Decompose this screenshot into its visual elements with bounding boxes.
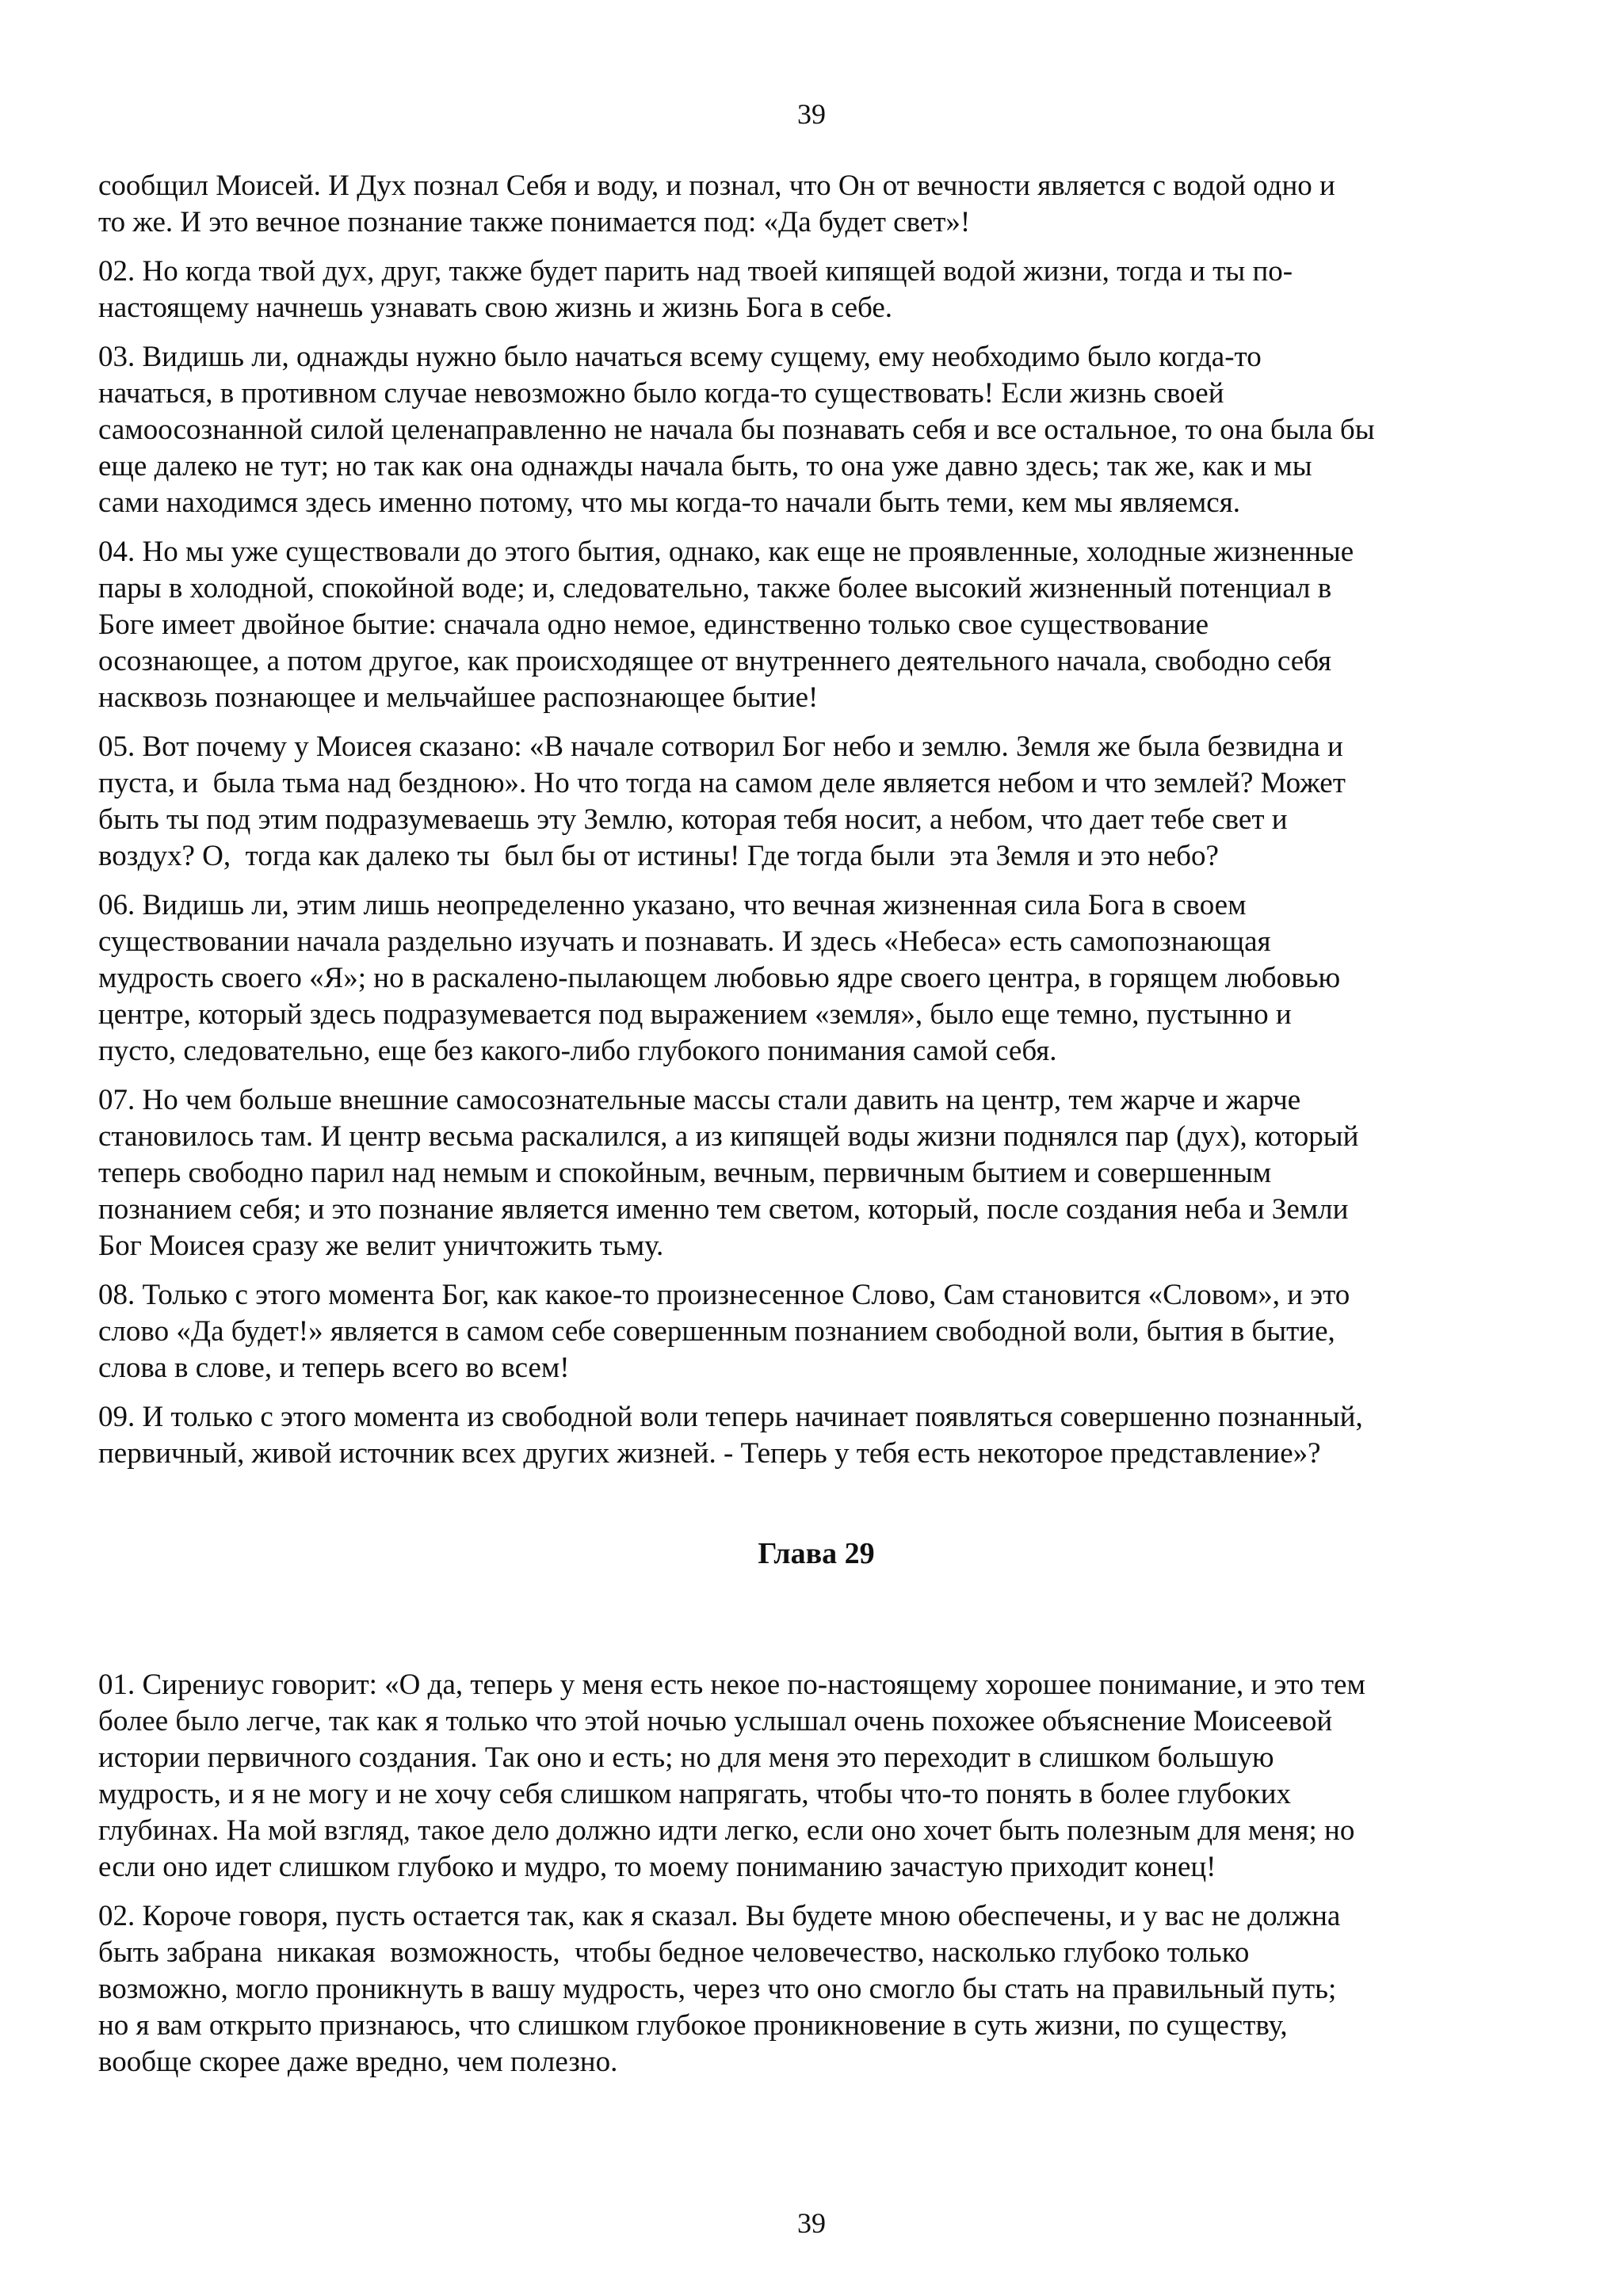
paragraph-06: 06. Видишь ли, этим лишь неопределенно указано, что вечная жизненная сила Бога в своем существовании начала раздельно изучать и познавать. И здесь «Небеса» есть самопознающая мудрость своего «Я»; но в раскалено-пылающем любовью ядре своего центра, в горящем любовью центре, который здесь подразумевается под выражением «земля», было еще темно, пустынно и пусто, следовательно, еще без какого-либо глубокого понимания самой себя. [98,889,1341,1067]
paragraph-07: 07. Но чем больше внешние самосознательные массы стали давить на центр, тем жарче и жарче становилось там. И центр весьма раскалился, а из кипящей воды жизни поднялся пар (дух), который теперь свободно парил над немым и спокойным, вечным, первичным бытием и совершенным познанием себя; и это познание является именно тем светом, который, после создания неба и Земли Бог Моисея сразу же велит уничтожить тьму. [98,1084,1359,1262]
paragraph-continuation: сообщил Моисей. И Дух познал Себя и воду, и познал, что Он от вечности является с водой одно и то же. И это вечное познание также понимается под: «Да будет свет»! [98,170,1335,238]
paragraph-05: 05. Вот почему у Моисея сказано: «В начале сотворил Бог небо и землю. Земля же была безвидна и пуста, и была тьма над бездною». Но что тогда на самом деле является небом и что землей? Может быть ты под этим подразумеваешь эту Землю, которая тебя носит, а небом, что дает тебе свет и воздух? О, тогда как далеко ты был бы от истины! Где тогда были эта Земля и это небо? [98,730,1346,872]
paragraph-08: 08. Только с этого момента Бог, как какое-то произнесенное Слово, Сам становится «Словом», и это слово «Да будет!» является в самом себе совершенным познанием свободной воли, бытия в бытие, слова в слове, и теперь всего во всем! [98,1279,1350,1384]
paragraph-03: 03. Видишь ли, однажды нужно было начаться всему сущему, ему необходимо было когда-то начаться, в противном случае невозможно было когда-то существовать! Если жизнь своей самоосознанной силой целенаправленно не начала бы познавать себя и все остальное, то она была бы еще далеко не тут; но так как она однажды начала быть, то она уже давно здесь; так же, как и мы сами находимся здесь именно потому, что мы когда-то начали быть теми, кем мы являемся. [98,341,1375,519]
page-content [98,168,1534,2093]
chapter29-paragraph-01: 01. Сирениус говорит: «О да, теперь у меня есть некое по-настоящему хорошее понимание, и это тем более было легче, так как я только что этой ночью услышал очень похожее объяснение Моисеевой истории первичного создания. Так оно и есть; но для меня это переходит в слишком большую мудрость, и я не могу и не хочу себя слишком напрягать, чтобы что-то понять в более глубоких глубинах. На мой взгляд, такое дело должно идти легко, если оно хочет быть полезным для меня; но если оно идет слишком глубоко и мудро, то моему пониманию зачастую приходит конец! [98,1669,1365,1883]
chapter29-paragraph-02: 02. Короче говоря, пусть остается так, как я сказал. Вы будете мною обеспечены, и у вас не должна быть забрана никакая возможность, чтобы бедное человечество, насколько глубоко только возможно, могло проникнуть в вашу мудрость, через что оно смогло бы стать на правильный путь; но я вам открыто признаюсь, что слишком глубокое проникновение в суть жизни, по существу, вообще скорее даже вредно, чем полезно. [98,1900,1341,2078]
page-number-top: 39 [797,98,826,130]
page-number-bottom: 39 [797,2207,826,2239]
paragraph-02: 02. Но когда твой дух, друг, также будет парить над твоей кипящей водой жизни, тогда и ты по- настоящему начнешь узнавать свою жизнь и жизнь Бога в себе. [98,255,1293,324]
paragraph-04: 04. Но мы уже существовали до этого бытия, однако, как еще не проявленные, холодные жизненные пары в холодной, спокойной воде; и, следовательно, также более высокий жизненный потенциал в Боге имеет двойное бытие: сначала одно немое, единственно только свое существование осознающее, а потом другое, как происходящее от внутреннего деятельного начала, свободно себя насквозь познающее и мельчайшее распознающее бытие! [98,536,1354,714]
paragraph-09: 09. И только с этого момента из свободной воли теперь начинает появляться совершенно познанный, первичный, живой источник всех других жизней. - Теперь у тебя есть некоторое представление»? [98,1401,1363,1470]
chapter-title: Глава 29 [758,1537,875,1570]
